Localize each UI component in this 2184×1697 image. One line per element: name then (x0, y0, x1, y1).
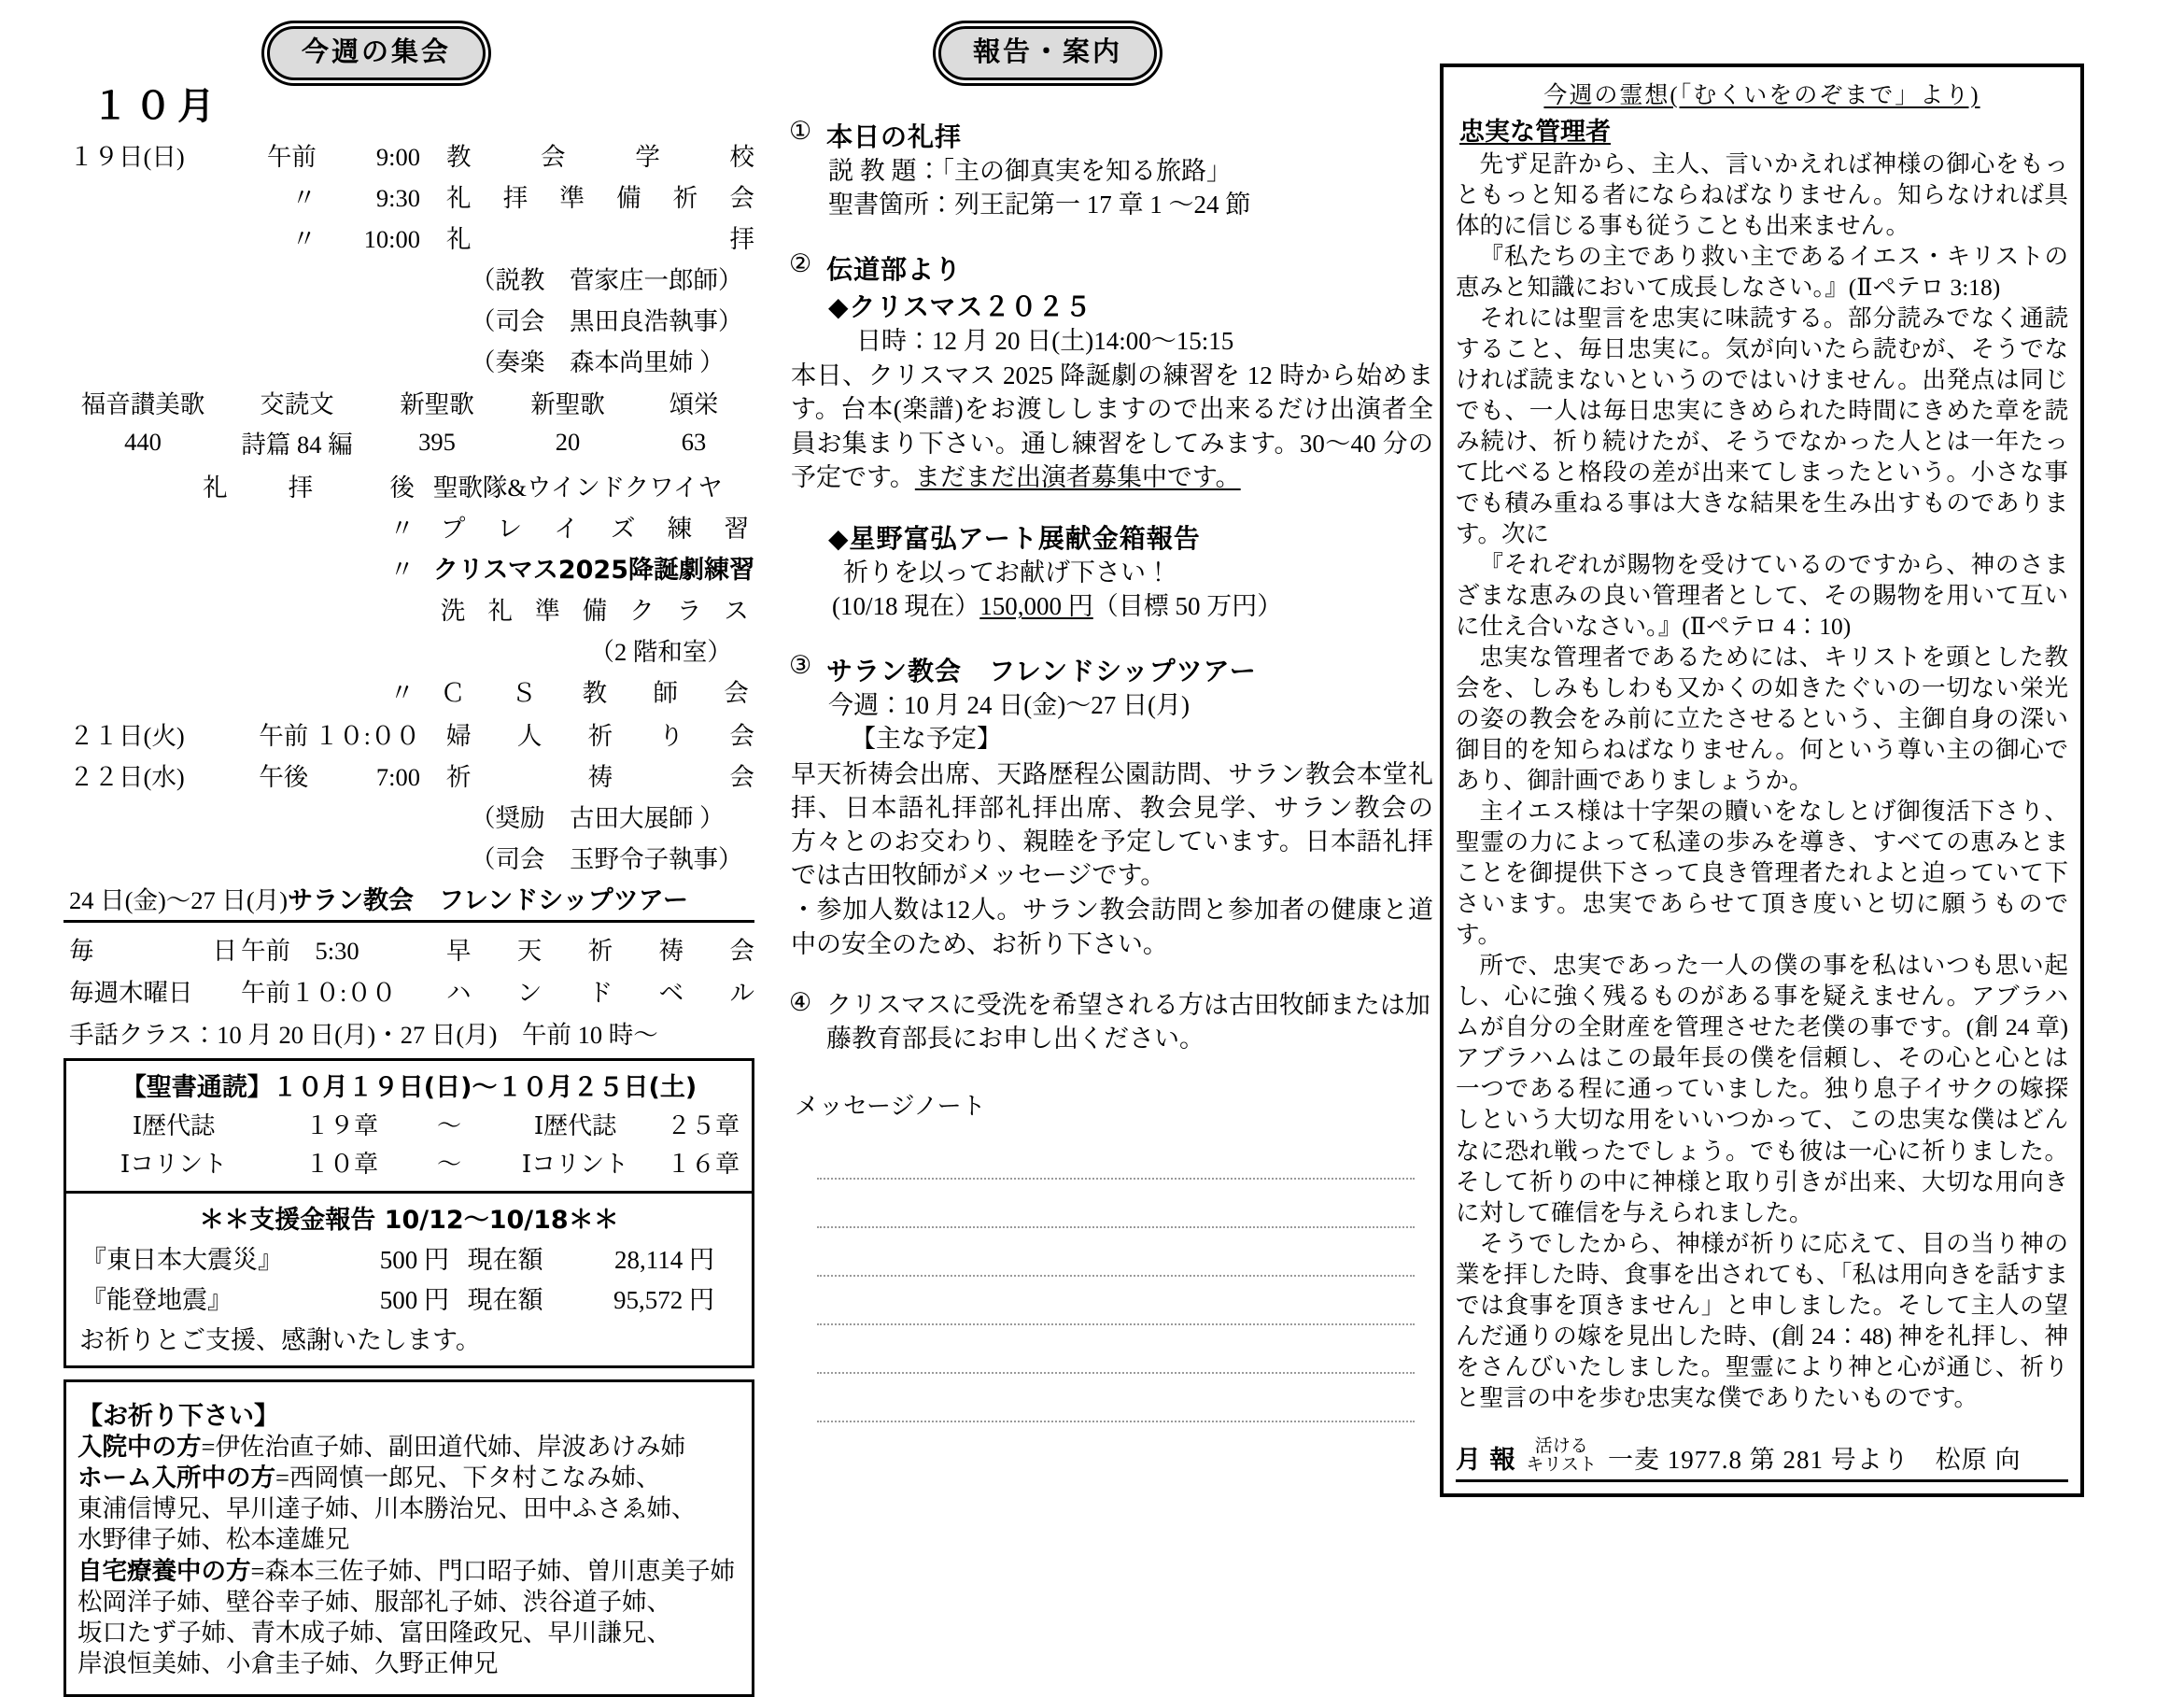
table-row (63, 795, 754, 836)
devotional-paragraph: 忠実な管理者であるためには、キリストを頭とした教会を、しみもしわも又かくの如きたぐいの一切ない栄光の姿の教会をみ前に立たさせるという、主御自身の深い御目的を知らねばなりません。何という尊い主の御心であり、御計画でありましょうか。 (1456, 643, 2068, 795)
right-column (1440, 64, 2084, 1497)
devotional-title: 今週の霊想(「むくいをのぞまで」より) (1543, 83, 1980, 108)
prayer-heading: 【お祈り下さい】 (77, 1402, 279, 1431)
prayer-names: 西岡慎一郎兄、下タ村こなみ姉、 (289, 1464, 661, 1492)
monthly-report-label: 月 報 (1456, 1445, 1515, 1475)
fund-total-label: 現在額 (467, 1286, 543, 1314)
note-line (817, 1277, 1415, 1325)
item-number: ④ (789, 987, 812, 1016)
devotional-paragraph: 『私たちの主であり救い主であるイエス・キリストの恵みと知識において成長しなさい。』(Ⅱペテロ 3:18) (1456, 243, 2068, 302)
schedule-name: 礼 拝 (446, 224, 754, 253)
note-line (817, 1228, 1415, 1277)
bible-from-chapter: １９章 (304, 1112, 378, 1139)
bible-range-tilde: 〜 (436, 1151, 461, 1178)
bible-reading-section (66, 1061, 752, 1191)
table-row (63, 927, 754, 969)
table-row (63, 969, 754, 1011)
fund-name: 『能登地震』 (81, 1286, 232, 1314)
schedule-time: 10:00 (363, 224, 420, 253)
publication-name-line2: キリスト (1526, 1455, 1598, 1476)
hymn-header: 福音讃美歌 (80, 390, 205, 418)
fund-total-label: 現在額 (467, 1246, 543, 1274)
schedule-ampm: 午前 (266, 142, 317, 171)
this-week-meetings-badge-wrap (267, 26, 486, 80)
prayer-group (77, 1556, 742, 1587)
spacer (789, 494, 1433, 518)
christmas-datetime: 日時：12 月 20 日(土)14:00〜15:15 (856, 326, 1234, 355)
item-number: ① (789, 117, 812, 145)
hymn-header: 頌栄 (669, 390, 719, 418)
table-row (63, 339, 754, 380)
art-exhibit-heading: ◆星野富弘アート展献金箱報告 (828, 523, 1201, 554)
table-row (63, 754, 754, 795)
prayer-sep: = (275, 1464, 289, 1492)
announcement-item-2 (789, 249, 1433, 287)
schedule-name: 祈 祷 会 (446, 762, 754, 791)
prayer-chair: （司会 玉野令子執事） (471, 844, 743, 873)
worship-chair: （司会 黒田良浩執事） (471, 306, 743, 335)
christmas-2025-heading: ◆クリスマス２０２５ (828, 290, 1092, 322)
recurring-day: 毎 日 (69, 937, 237, 965)
worship-preacher: （説教 菅家庄一郎師） (471, 265, 743, 294)
recurring-day: 毎週木曜日 (69, 979, 193, 1007)
note-line (817, 1180, 1415, 1228)
prayer-names: 松岡洋子姉、壁谷幸子姉、服部礼子姉、渋谷道子姉、 (77, 1587, 671, 1616)
footer-rule (1456, 1479, 2068, 1482)
schedule-date (63, 216, 217, 257)
prayer-speaker: （奨励 古田大展師 ） (471, 803, 725, 832)
schedule-date (63, 175, 217, 216)
tour-plan-heading: 【主な予定】 (851, 725, 1002, 754)
tour-name: サラン教会 フレンドシップツアー (288, 886, 688, 915)
support-fund-heading: ＊＊支援金報告 10/12〜10/18＊＊ (199, 1206, 619, 1235)
table-row (76, 1278, 742, 1318)
friendship-tour-line (63, 880, 754, 923)
hymn-header: 交読文 (260, 390, 334, 418)
prayer-group (77, 1432, 742, 1463)
table-row (63, 713, 754, 754)
devotional-subtitle: 忠実な管理者 (1459, 118, 1611, 147)
scripture-line: 聖書箇所：列王記第一 17 章 1 〜24 節 (828, 191, 1251, 219)
bible-to-book: Ⅰコリント (521, 1151, 629, 1178)
table-row (63, 464, 754, 505)
after-worship-name: プ レ イ ズ 練 習 (440, 514, 749, 543)
recurring-name: 早 天 祈 祷 会 (446, 937, 754, 965)
fund-total: 28,114 円 (614, 1246, 714, 1274)
item-title: サラン教会 フレンドシップツアー (826, 655, 1257, 686)
prayer-request-box (63, 1379, 754, 1697)
schedule-date: ２２日(水) (69, 762, 185, 791)
devotional-box (1440, 64, 2084, 1497)
schedule-ampm: 〃 (291, 224, 317, 253)
after-worship-time: 〃 (389, 514, 415, 543)
hymn-header: 新聖歌 (400, 390, 474, 418)
hymn-value: 395 (418, 428, 456, 456)
devotional-paragraph: そうでしたから、神様が祈りに応えて、目の当り神の業を拝した時、食事を出されても、「私は用向きを話すまでは食事を頂きません」と申しました。そして主人の望んだ通りの嫁を見出した時、(創 24：48) 神を礼拝し、神をさんびいたしました。聖霊により神と心が通じ、祈りと聖言の中を歩む忠実な僕でありたいものです。 (1456, 1229, 2068, 1411)
hymn-table (63, 382, 754, 462)
prayer-group-label: 入院中の方 (77, 1433, 202, 1462)
signing-class-line: 手話クラス：10 月 20 日(月)・27 日(月) 午前 10 時〜 (69, 1021, 658, 1049)
announcements-body (789, 117, 1433, 1422)
prayer-names: 岸浪恒美姉、小倉圭子姉、久野正伸兄 (77, 1648, 499, 1677)
bible-reading-heading: 【聖書通読】１０月１９日(日)〜１０月２５日(土) (120, 1073, 697, 1102)
sermon-title-line: 説 教 題：「主の御真実を知る旅路」 (828, 157, 1232, 185)
bible-from-book: Ⅰ歴代誌 (132, 1112, 216, 1139)
art-exhibit-total-line (832, 589, 1433, 623)
schedule-date: １９日(日) (69, 142, 185, 171)
devotional-paragraph: 先ず足許から、主人、言いかえれば神様の御心をもっともっと知る者にならねばなりません。知らなければ具体的に信じる事も従うことも出来ません。 (1456, 150, 2068, 240)
support-fund-table (76, 1237, 742, 1318)
table-row (63, 629, 754, 670)
month-title: １０月 (92, 85, 220, 128)
schedule-time: 7:00 (375, 762, 420, 791)
devotional-paragraph: 所で、忠実であった一人の僕の事を私はいつも思い起し、心に強く残るものがある事を疑えません。アブラハムが自分の全財産を管理させた老僕の事です。(創 24 章) アブラハムはこの最年長の僕を信頼し、その心と心とは一つである程に通っていました。独り息子イサクの嫁探しという大切な用をいいつかって、この忠実な僕はどんなに恐れ戦ったでしょう。でも彼は一心に祈りました。そして祈りの中に神様と取り引きが出来、大切な用向きに対して確信を与えられました。 (1456, 952, 2068, 1226)
table-row (63, 134, 754, 175)
after-worship-name: 聖歌隊&ウインドクワイヤ (432, 473, 723, 502)
after-worship-time: 後 (389, 473, 415, 502)
sunday-schedule-table (63, 134, 754, 380)
prayer-group (77, 1463, 742, 1493)
hymn-value: 詩篇 84 編 (241, 431, 353, 459)
note-line (817, 1131, 1415, 1180)
source-citation: 一麦 1977.8 第 281 号より 松原 向 (1608, 1445, 2022, 1474)
support-fund-section (66, 1191, 752, 1365)
devotional-paragraph: 主イエス様は十字架の贖いをなしとげ御復活下さり、聖霊の力によって私達の歩みを導き、すべての恵みとまことを御提供下さって良き管理者たれよと迫っていて下さいます。忠実であらせて頂き度いと切に願うものです。 (1456, 798, 2068, 949)
support-thanks: お祈りとご支援、感謝いたします。 (79, 1326, 481, 1354)
after-worship-name: Ｃ Ｓ 教 師 会 (440, 678, 749, 707)
table-row (76, 1237, 742, 1278)
after-worship-name: クリスマス2025降誕劇練習 (432, 555, 754, 585)
recurring-time: 午前１０:００ (241, 979, 397, 1007)
schedule-time: １０:００ (314, 721, 420, 750)
prayer-group-label: ホーム入所中の方 (77, 1464, 275, 1493)
schedule-ampm: 〃 (291, 183, 317, 212)
prayer-names: 水野律子姉、松本達雄兄 (77, 1525, 350, 1554)
recurring-time: 午前 5:30 (241, 937, 359, 965)
tour-prayer-note: ・参加人数は12人。サラン教会訪問と参加者の健康と道中の安全のため、お祈り下さい。 (791, 896, 1433, 958)
fund-amount: 500 円 (379, 1246, 449, 1274)
bible-from-chapter: １０章 (304, 1151, 378, 1178)
spacer (789, 222, 1433, 247)
publication-name (1526, 1437, 1597, 1476)
bible-to-chapter: １６章 (666, 1151, 740, 1178)
prayer-sep: = (250, 1556, 265, 1585)
publication-name-line1: 活ける (1534, 1435, 1588, 1456)
left-column (63, 0, 754, 1697)
schedule-time: 9:30 (375, 183, 420, 212)
message-note-label: メッセージノート (795, 1093, 986, 1121)
devotional-paragraph: 『それぞれが賜物を受けているのですから、神のさまざまな恵みの良い管理者として、その賜物を用いて互いに仕え合いなさい。』(Ⅱペテロ 4：10) (1456, 551, 2068, 641)
announcement-item-3 (789, 651, 1433, 688)
prayer-names: 坂口たず子姉、青木成子姉、富田隆政兄、早川謙兄、 (77, 1618, 671, 1647)
this-week-meetings-badge: 今週の集会 (267, 26, 486, 80)
table-row (63, 670, 754, 711)
note-line (817, 1325, 1415, 1374)
christmas-recruit-underline: まだまだ出演者募集中です。 (914, 462, 1241, 491)
devotional-source-footer (1456, 1437, 2068, 1476)
fund-amount: 500 円 (379, 1286, 449, 1314)
devotional-paragraph: それには聖言を忠実に味読する。部分読みでなく通読すること、毎日忠実に。気が向いたら読むが、そうでなければ読まないというのではいけません。出発点は同じでも、一人は毎日忠実にきめられた時間にきめた章を読み続け、祈り続けたが、そうでなかった人とは一年たって比べると格段の差が出来てしまったという。小さな事でも積み重ねる事は大きな結果を生み出すものであります。次に (1456, 304, 2068, 548)
after-worship-name: 洗 礼 準 備 ク ラ ス (440, 596, 749, 625)
christmas-body-text: 本日、クリスマス 2025 降誕劇の練習を 12 時から始めます。台本(楽譜)をお渡ししますので出来るだけ出演者全員お集まり下さい。通し練習をしてみます。30〜40 分の予定です。 (791, 361, 1433, 491)
worship-organist: （奏楽 森本尚里姉 ） (471, 347, 725, 376)
item-title: 本日の礼拝 (826, 121, 963, 152)
table-row (63, 587, 754, 629)
table-row (63, 382, 754, 422)
bible-reading-table (76, 1105, 742, 1181)
table-row (63, 505, 754, 546)
schedule-name: 礼 拝 準 備 祈 会 (446, 183, 754, 212)
recurring-name: ハ ン ド ベ ル (446, 979, 754, 1007)
weekday-schedule-table (63, 713, 754, 877)
announcement-item-1 (789, 117, 1433, 154)
item-number: ② (789, 248, 812, 277)
item-title: 伝道部より (826, 253, 963, 285)
prayer-group-label: 自宅療養中の方 (77, 1556, 251, 1586)
tour-plan-body: 早天祈祷会出席、天路歴程公園訪問、サラン教会本堂礼拝、日本語礼拝部礼拝出席、教会見学、サラン教会の方々とのお交わり、親睦を予定しています。日本語礼拝では古田牧師がメッセージです。 (791, 759, 1433, 890)
table-row (63, 546, 754, 587)
hymn-header: 新聖歌 (530, 390, 605, 418)
middle-column (789, 0, 1433, 1422)
table-row (63, 257, 754, 298)
tour-date: 24 日(金)〜27 日(月) (69, 886, 289, 914)
after-worship-time: 〃 (389, 678, 415, 707)
bible-to-book: Ⅰ歴代誌 (533, 1112, 617, 1139)
art-exhibit-appeal: 祈りを以ってお献げ下さい！ (843, 559, 1171, 587)
schedule-ampm: 午後 (259, 762, 309, 791)
prayer-names: 東浦信博兄、早川達子姉、川本勝治兄、田中ふさゑ姉、 (77, 1494, 697, 1523)
christmas-body (791, 359, 1433, 494)
fund-total: 95,572 円 (613, 1286, 714, 1314)
table-row (63, 298, 754, 339)
bible-and-support-box (63, 1058, 754, 1368)
item-number: ③ (789, 650, 812, 679)
after-worship-table (63, 464, 754, 711)
recurring-schedule-table (63, 927, 754, 1011)
schedule-ampm: 午前 (259, 721, 309, 750)
fund-name: 『東日本大震災』 (81, 1246, 283, 1274)
table-row (76, 1143, 742, 1181)
schedule-time: 9:00 (375, 142, 420, 171)
table-row (76, 1105, 742, 1143)
after-worship-room: （2 階和室） (589, 637, 732, 666)
bible-from-book: Ⅰコリント (120, 1151, 228, 1178)
hymn-value: 63 (681, 428, 707, 456)
bible-range-tilde: 〜 (436, 1112, 461, 1139)
spacer (789, 961, 1433, 985)
announcement-item-4 (789, 988, 1433, 1055)
hymn-value: 20 (555, 428, 581, 456)
table-row (63, 836, 754, 877)
table-row (63, 422, 754, 462)
baptism-note: クリスマスに受洗を希望される方は古田牧師または加藤教育部長にお申し出ください。 (826, 990, 1430, 1053)
art-amount: 150,000 円 (979, 592, 1093, 621)
schedule-date: ２１日(火) (69, 721, 185, 750)
prayer-names: 伊佐治直子姉、副田道代姉、岸波あけみ姉 (215, 1433, 685, 1461)
table-row (63, 216, 754, 257)
art-as-of: (10/18 現在） (832, 592, 980, 621)
tour-week-line: 今週：10 月 24 日(金)〜27 日(月) (828, 690, 1190, 719)
note-line (817, 1374, 1415, 1422)
after-worship-label: 礼 拝 (203, 473, 314, 502)
table-row (63, 175, 754, 216)
announcements-badge-wrap (938, 26, 1157, 80)
after-worship-time: 〃 (389, 555, 415, 584)
announcements-badge: 報告・案内 (938, 26, 1157, 80)
spacer (789, 624, 1433, 648)
prayer-names: 森本三佐子姉、門口昭子姉、曽川恵美子姉 (264, 1556, 735, 1585)
schedule-name: 婦 人 祈 り 会 (446, 721, 754, 750)
bible-to-chapter: ２５章 (666, 1112, 740, 1139)
hymn-value: 440 (124, 428, 162, 456)
art-goal: （目標 50 万円） (1092, 592, 1283, 621)
schedule-name: 教 会 学 校 (446, 142, 754, 171)
prayer-sep: = (201, 1433, 216, 1461)
